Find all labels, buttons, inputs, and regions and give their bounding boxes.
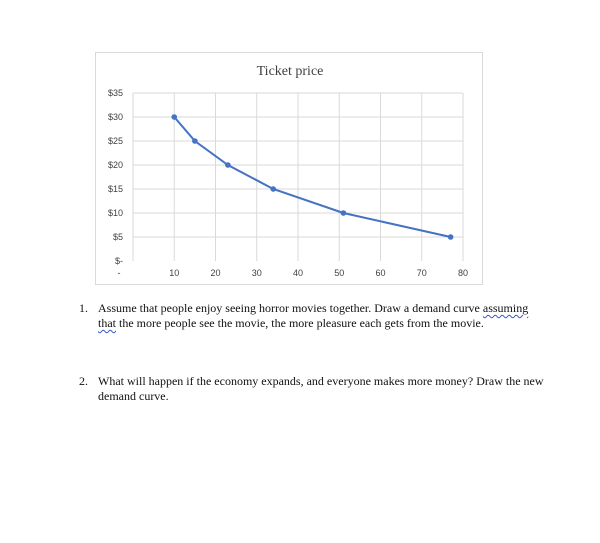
x-axis-ticks [118,268,469,278]
x-tick-label: 80 [457,268,469,278]
x-tick-label: 70 [416,268,427,278]
question-2-text: What will happen if the economy expands, and everyone makes more money? Draw the new demand curve. [98,374,544,403]
question-1-text [98,301,548,331]
line-chart [96,53,484,286]
y-tick-label: $15 [107,184,123,194]
x-tick-label-blank: - [117,268,121,278]
question-1-number: 1. [79,301,88,315]
y-tick-label: $35 [107,88,123,98]
x-tick-label: 20 [210,268,221,278]
series-layer [171,114,453,240]
question-1-line2: the more people see the movie, the more pleasure each gets from the movie. [116,316,484,330]
y-tick-label: $- [114,256,123,266]
data-point [448,234,454,240]
chart-title: Ticket price [256,64,324,79]
grammar-mark-that: that [98,316,116,330]
data-point [192,138,198,144]
y-tick-label: $10 [107,208,123,218]
data-point [270,186,276,192]
grid-lines [133,93,463,261]
data-point [171,114,177,120]
x-tick-label: 40 [292,268,304,278]
data-point [225,162,231,168]
x-tick-label: 60 [375,268,386,278]
y-tick-label: $5 [112,232,123,242]
y-tick-label: $25 [107,136,123,146]
y-axis-ticks [108,88,123,266]
x-tick-label: 30 [251,268,262,278]
data-point [341,210,347,216]
y-tick-label: $30 [107,112,123,122]
x-tick-label: 10 [169,268,180,278]
question-1-line1: Assume that people enjoy seeing horror movies together. Draw a demand curve [98,301,483,315]
x-tick-label: 50 [334,268,345,278]
y-tick-label: $20 [107,160,123,170]
question-2-number: 2. [79,374,88,388]
chart-container [95,52,483,285]
grammar-mark-assuming: assuming [482,301,529,315]
